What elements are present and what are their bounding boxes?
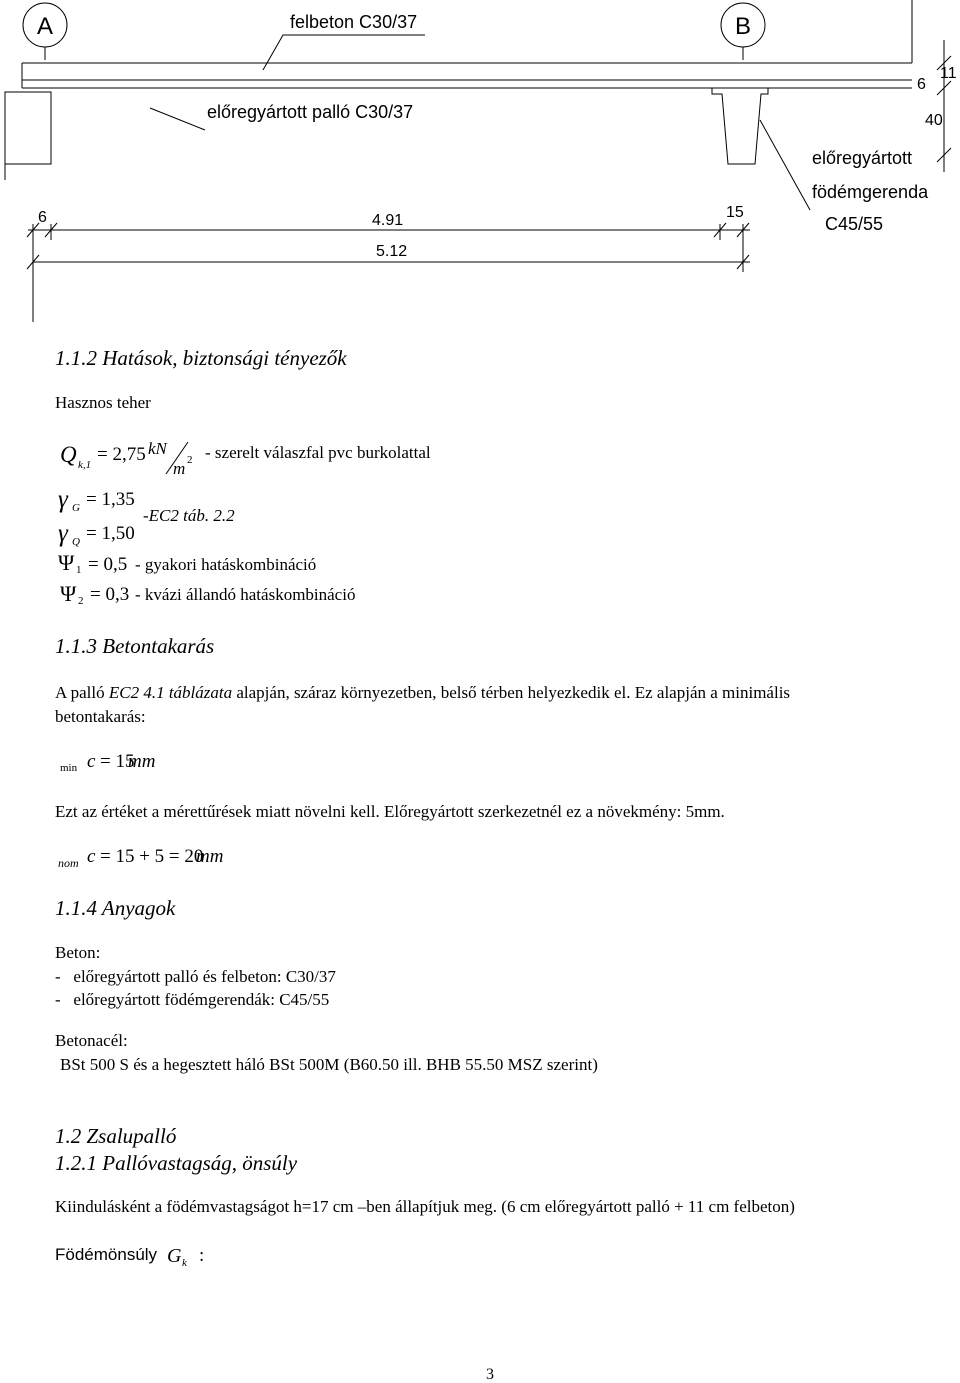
dim-40: 40 [925, 112, 943, 129]
gk-symbol: G [167, 1245, 182, 1267]
q-value: = 2,75 [97, 444, 146, 465]
beam-label-1: előregyártott [812, 148, 913, 168]
steel-label: Betonacél: [55, 1031, 128, 1050]
plank-label: előregyártott palló C30/37 [207, 102, 414, 122]
beam-label-3: C45/55 [825, 214, 884, 234]
psi2-symbol: Ψ [60, 581, 77, 606]
steel-item-1: BSt 500 S és a hegesztett háló BSt 500M (B60.50 ill. BHB 55.50 MSZ szerint) [60, 1055, 598, 1074]
cnom-prefix: nom [58, 856, 79, 870]
gamma-q-subscript: Q [72, 536, 80, 548]
dim-6-left: 6 [38, 209, 47, 226]
section-heading-112: 1.1.2 Hatások, biztonsági tényezők [55, 346, 347, 370]
thickness-paragraph: Kiindulásként a födémvastagságot h=17 cm –ben állapítjuk meg. (6 cm előregyártott palló + 11 cm felbeton) [55, 1197, 795, 1216]
beam-label-2: födémgerenda [812, 182, 929, 202]
q-subscript: k,1 [78, 459, 92, 471]
psi1-value: = 0,5 [88, 554, 128, 575]
section-heading-114: 1.1.4 Anyagok [55, 896, 176, 920]
concrete-label: Beton: [55, 943, 101, 962]
gk-subscript: k [182, 1257, 187, 1269]
cnom-value: = 15 + 5 = 20 [100, 846, 204, 867]
psi2-value: = 0,3 [90, 584, 130, 605]
cnom-unit: mm [196, 846, 224, 867]
psi1-note: - gyakori hatáskombináció [135, 555, 317, 574]
cover-paragraph-1-cont: betontakarás: [55, 707, 146, 726]
gamma-g-subscript: G [72, 502, 80, 514]
psi2-subscript: 2 [78, 595, 84, 607]
cmin-prefix: min [60, 762, 78, 774]
gamma-g-symbol: γ [58, 486, 68, 513]
q-note: - szerelt válaszfal pvc burkolattal [205, 443, 431, 462]
dim-11: 11 [940, 65, 957, 82]
psi1-symbol: Ψ [58, 550, 75, 575]
gamma-g-value: = 1,35 [86, 489, 135, 510]
q-kn: kN [148, 439, 167, 458]
cover-text-a: A palló [55, 683, 109, 702]
page-number: 3 [486, 1366, 494, 1383]
axis-a-label: A [36, 13, 54, 40]
self-weight-label: Födémönsúly [55, 1245, 158, 1264]
axis-b-label: B [734, 13, 752, 40]
concrete-item-2: - előregyártott födémgerendák: C45/55 [55, 990, 330, 1009]
dim-512: 5.12 [376, 243, 408, 260]
cmin-unit: mm [128, 751, 156, 772]
q-m: m [173, 459, 186, 478]
topping-label: felbeton C30/37 [290, 12, 418, 32]
section-heading-113: 1.1.3 Betontakarás [55, 634, 215, 658]
psi1-subscript: 1 [76, 564, 82, 576]
live-load-label: Hasznos teher [55, 393, 151, 412]
dim-15: 15 [726, 204, 744, 221]
section-heading-121: 1.2.1 Pallóvastagság, önsúly [55, 1151, 298, 1175]
section-heading-12: 1.2 Zsalupalló [55, 1124, 177, 1148]
dim-6-top: 6 [917, 76, 926, 93]
leader-lines [150, 35, 810, 210]
psi2-note: - kvázi állandó hatáskombináció [135, 585, 356, 604]
right-dimension [937, 40, 951, 172]
cover-text-b: alapján, száraz környezetben, belső térben helyezkedik el. Ez alapján a minimális [232, 683, 791, 702]
ec-reference: -EC2 táb. 2.2 [143, 506, 235, 525]
gamma-q-symbol: γ [58, 520, 68, 547]
concrete-item-1: - előregyártott palló és felbeton: C30/37 [55, 967, 336, 986]
middle-girder [712, 88, 768, 164]
cnom-c: c [87, 846, 96, 867]
cover-paragraph-1 [55, 684, 790, 701]
cmin-c: c [87, 751, 96, 772]
deck-slab [22, 63, 912, 88]
q-sup: 2 [187, 454, 193, 466]
left-girder [5, 92, 51, 164]
gk-colon: : [199, 1245, 205, 1266]
q-symbol: Q [60, 442, 77, 467]
cross-section-drawing [0, 0, 960, 330]
cmin-value: = 15 [100, 751, 135, 772]
cover-paragraph-2: Ezt az értéket a mérettűrések miatt növelni kell. Előregyártott szerkezetnél ez a növekmény: 5mm. [55, 802, 725, 821]
cover-ec-ref: EC2 4.1 táblázata [108, 683, 233, 702]
gamma-q-value: = 1,50 [86, 523, 135, 544]
dim-491: 4.91 [372, 212, 404, 229]
